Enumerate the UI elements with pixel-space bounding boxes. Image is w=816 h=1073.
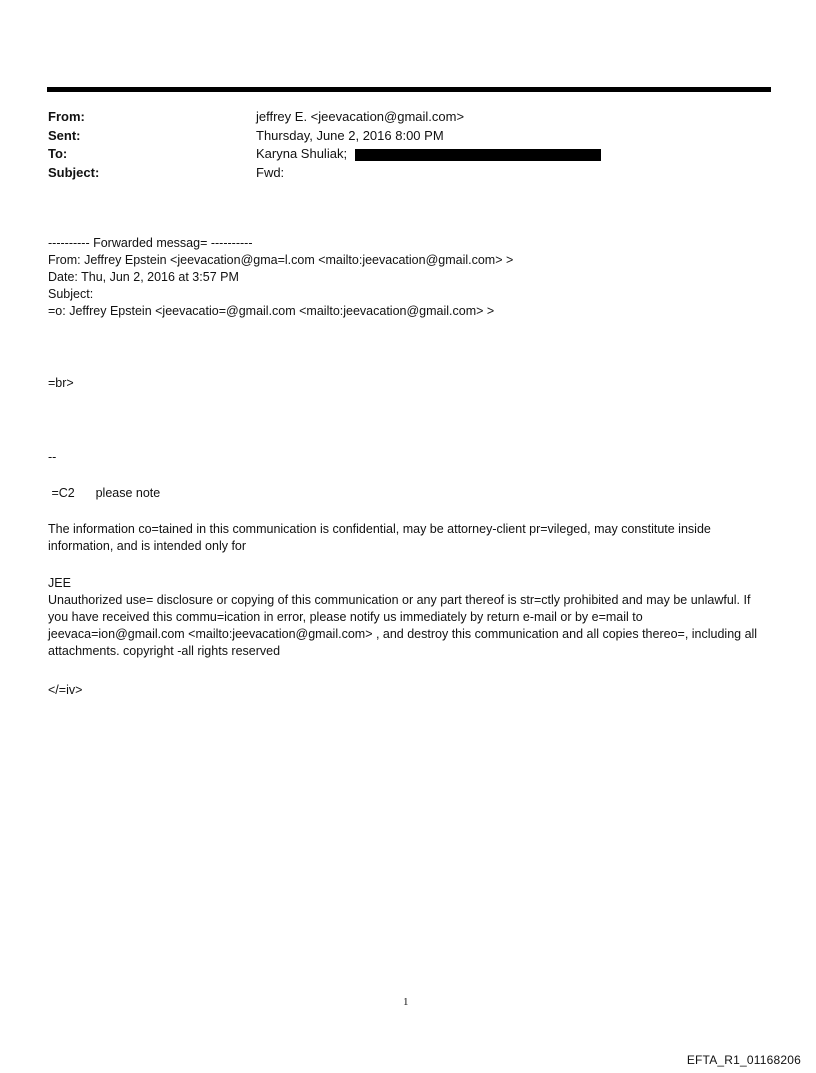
from-label: From:	[48, 109, 85, 125]
signature-dashes	[48, 449, 778, 466]
sent-value: Thursday, June 2, 2016 8:00 PM	[256, 127, 444, 143]
to-label: To:	[48, 146, 68, 162]
br-tag: =br>	[48, 376, 74, 390]
c2-note: =C2 please note	[48, 486, 161, 500]
disclaimer-block	[48, 575, 778, 660]
confidential-paragraph	[48, 521, 758, 555]
to-row	[48, 145, 601, 164]
div-close-line	[48, 682, 778, 699]
forwarded-divider: ---------- Forwarded messag= ----------	[48, 236, 253, 250]
to-recipient: Karyna Shuliak;	[256, 146, 348, 162]
forwarded-date: Date: Thu, Jun 2, 2016 at 3:57 PM	[48, 270, 239, 284]
subject-value: Fwd:	[256, 164, 285, 180]
top-rule	[47, 87, 771, 92]
subject-row	[48, 164, 601, 183]
dashes: --	[48, 450, 57, 464]
div-close: </=iv>	[48, 683, 83, 697]
sent-row	[48, 127, 601, 146]
confidential-text: The information co=tained in this communication is confidential, may be attorney-client pr=vileged, may constitute inside information, and is intended only for	[48, 522, 715, 553]
document-id: EFTA_R1_01168206	[686, 1053, 801, 1067]
forwarded-to: =o: Jeffrey Epstein <jeevacatio=@gmail.com <mailto:jeevacation@gmail.com> >	[48, 304, 495, 318]
to-value	[256, 145, 601, 163]
redaction-bar	[355, 149, 601, 161]
forwarded-block	[48, 235, 778, 320]
sent-label: Sent:	[48, 127, 81, 143]
from-row	[48, 108, 601, 127]
unauthorized-text: Unauthorized use= disclosure or copying of this communication or any part thereof is str=ctly prohibited and may be unlawful. If you have received this commu=ication in error, please notify us immediately by return e-mail or by e=mail to jeevaca=ion@gmail.com <mailto:jeevacation@gmail.com> , and destroy this communication and all copies thereo=, including all attachments. copyright -all rights reserved	[48, 593, 761, 658]
br-tag-line	[48, 375, 778, 392]
email-header	[48, 108, 601, 182]
page-number: 1	[403, 996, 409, 1008]
jee-line: JEE	[48, 576, 71, 590]
forwarded-subject: Subject:	[48, 287, 94, 301]
subject-label: Subject:	[48, 164, 100, 180]
forwarded-from: From: Jeffrey Epstein <jeevacation@gma=l.com <mailto:jeevacation@gmail.com> >	[48, 253, 514, 267]
from-value: jeffrey E. <jeevacation@gmail.com>	[256, 109, 465, 125]
please-note-line	[48, 485, 778, 502]
